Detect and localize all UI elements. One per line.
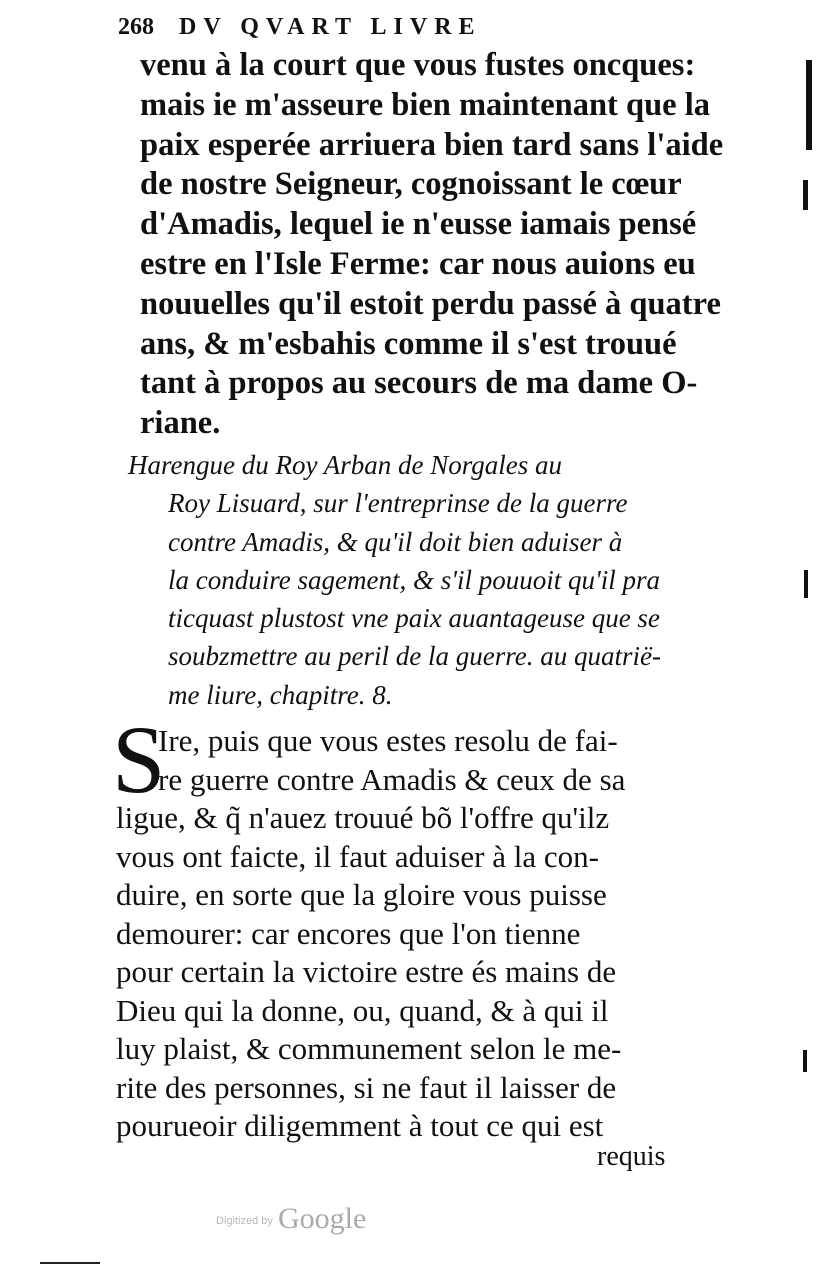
text-line: demourer: car encores que l'on tienne — [116, 915, 581, 951]
text-line: re guerre contre Amadis & ceux de sa — [158, 761, 626, 797]
text-line: vous ont faicte, il faut aduiser à la con- — [116, 838, 599, 874]
text-line: nouuelles qu'il estoit perdu passé à quatre — [140, 285, 721, 322]
text-line: luy plaist, & communement selon le me- — [116, 1031, 622, 1066]
text-line: rite des personnes, si ne faut il laisser de — [116, 1069, 617, 1105]
text-line: duire, en sorte que la gloire vous puisse — [116, 877, 607, 912]
text-line: riane. — [140, 405, 221, 442]
catchword: requis — [597, 1141, 666, 1172]
text-line: Dieu qui la donne, ou, quand, & à qui il — [116, 992, 609, 1028]
continuation-paragraph — [140, 46, 740, 444]
watermark-prefix: Digitized by — [216, 1215, 273, 1227]
chapter-rubric — [128, 446, 728, 714]
text-line: venu à la court que vous fustes oncques: — [140, 47, 696, 83]
running-header — [118, 14, 648, 41]
edge-mark — [806, 60, 812, 150]
text-line: ligue, & q̃ n'auez trouué bõ l'offre qu'ilz — [116, 800, 610, 835]
chapter-paragraph — [116, 722, 716, 1146]
text-line: ans, & m'esbahis comme il s'est trouué — [140, 325, 677, 362]
drop-capital: S — [112, 706, 166, 813]
text-line: Ire, puis que vous estes resolu de fai- — [158, 723, 618, 758]
rubric-line: Roy Lisuard, sur l'entreprinse de la guerre — [168, 488, 628, 519]
edge-mark — [803, 180, 808, 210]
text-line: mais ie m'asseure bien maintenant que la — [140, 86, 710, 123]
rubric-line: ticquast plustost vne paix auantageuse que se — [168, 603, 660, 634]
text-line: de nostre Seigneur, cognoissant le cœur — [140, 166, 682, 203]
text-line: pour certain la victoire estre és mains de — [116, 954, 617, 989]
watermark-brand: Google — [277, 1202, 367, 1235]
digitized-watermark — [216, 1202, 366, 1236]
rubric-line: me liure, chapitre. 8. — [168, 679, 393, 710]
rubric-line: contre Amadis, & qu'il doit bien aduiser à — [168, 526, 623, 557]
text-line: tant à propos au secours de ma dame O- — [140, 365, 698, 402]
rubric-line: soubzmettre au peril de la guerre. au quatrië- — [168, 641, 661, 672]
text-line: paix esperée arriuera bien tard sans l'aide — [140, 126, 724, 163]
rubric-line: la conduire sagement, & s'il pouuoit qu'il pra — [168, 564, 661, 595]
text-line: d'Amadis, lequel ie n'eusse iamais pensé — [140, 206, 697, 243]
rubric-line: Harengue du Roy Arban de Norgales au — [128, 450, 562, 480]
bottom-rule — [40, 1262, 100, 1264]
page-number: 268 — [118, 14, 154, 40]
edge-mark — [804, 570, 808, 598]
text-line: estre en l'Isle Ferme: car nous auions eu — [140, 245, 696, 282]
running-title: DV QVART LIVRE — [179, 14, 482, 40]
text-line: pourueoir diligemment à tout ce qui est — [116, 1108, 604, 1143]
edge-mark — [803, 1050, 807, 1072]
